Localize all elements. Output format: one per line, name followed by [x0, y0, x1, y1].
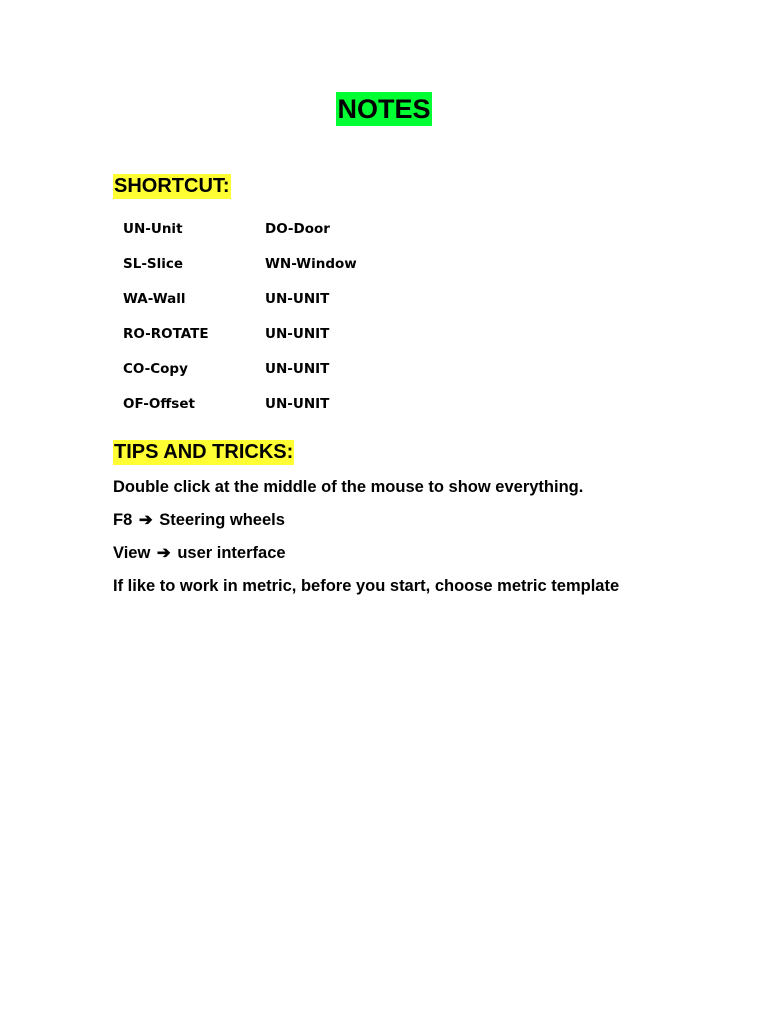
- tips-list: [113, 476, 753, 608]
- shortcut-row: [123, 289, 425, 324]
- page-title: NOTES: [337, 94, 431, 124]
- shortcut-table: [123, 219, 425, 429]
- shortcut-key: OF-Offset: [123, 396, 195, 412]
- shortcut-key: UN-UNIT: [265, 291, 330, 307]
- title-container: [0, 92, 768, 126]
- tip-description: Steering wheels: [159, 511, 285, 529]
- shortcut-row: [123, 359, 425, 394]
- shortcut-key: SL-Slice: [123, 256, 184, 272]
- shortcut-key: UN-Unit: [123, 221, 183, 237]
- tip-text: [113, 542, 753, 575]
- shortcut-key: UN-UNIT: [265, 361, 330, 377]
- tips-heading: TIPS AND TRICKS:: [114, 441, 294, 463]
- shortcut-key: UN-UNIT: [265, 326, 330, 342]
- shortcut-heading: SHORTCUT:: [114, 175, 230, 197]
- right-arrow-icon: ➔: [138, 511, 153, 529]
- shortcut-row: [123, 219, 425, 254]
- tip-text: If like to work in metric, before you start, choose metric template: [113, 577, 620, 595]
- shortcut-key: WN-Window: [265, 256, 357, 272]
- shortcut-row: [123, 394, 425, 429]
- tip-text: Double click at the middle of the mouse to show everything.: [113, 478, 584, 496]
- shortcut-row: [123, 324, 425, 359]
- shortcut-key: WA-Wall: [123, 291, 186, 307]
- shortcut-key: UN-UNIT: [265, 396, 330, 412]
- shortcut-key: RO-ROTATE: [123, 326, 209, 342]
- shortcut-key: CO-Copy: [123, 361, 188, 377]
- tip-description: user interface: [177, 544, 286, 562]
- tip-key: F8: [113, 511, 133, 529]
- shortcut-row: [123, 254, 425, 289]
- tip-text: [113, 509, 753, 542]
- shortcut-key: DO-Door: [265, 221, 330, 237]
- tip-key: View: [113, 544, 151, 562]
- right-arrow-icon: ➔: [156, 544, 171, 562]
